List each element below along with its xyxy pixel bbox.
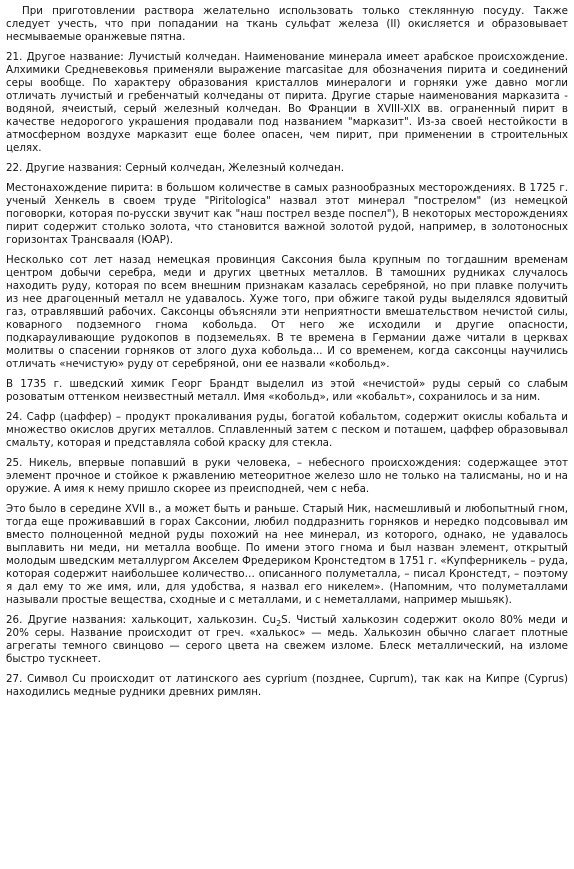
note-26-text-after: S. Чистый халькозин содержит около 80% меди и 20% серы. Название происходит от греч. «халькос» — медь. Халькозин обычно слагает плотные агрегаты темного свинцово — серого цвета на свежем изломе. Блеск металлический, на изломе быстро тускнеет. (6, 614, 568, 665)
paragraph-brandt-cobalt: В 1735 г. шведский химик Георг Брандт выделил из этой «нечистой» руды серый со слабым розоватым оттенком неизвестный металл. Имя «кобольд», или «кобальт», сохранилось и за ним. (6, 378, 568, 403)
paragraph-solution-note: При приготовлении раствора желательно использовать только стеклянную посуду. Также следует учесть, что при попадании на ткань сульфат железа (II) окисляется и образовывает несмываемые оранжевые пятна. (6, 5, 568, 43)
paragraph-old-nick: Это было в середине XVII в., а может быть и раньше. Старый Ник, насмешливый и любопытный гном, тогда еще проживавший в горах Саксонии, любил поддразнить горняков и нередко подсовывал им вместо полноценной медной руды похожий на нее минерал, из которого, однако, не удавалось выплавить ни меди, ни металла вообще. По имени этого гнома и был назван элемент, открытый молодым шведским металлургом Акселем Фредериком Кронстедтом в 1751 г. «Купферникель – руда, которая содержит наибольшее количество… описанного полуметалла, – писал Кронстедт, – поэтому я дал ему то же имя, или, для удобства, я назвал его никелем». (Напомним, что полуметаллами называли простые вещества, сходные и с металлами, и с неметаллами, например мышьяк). (6, 503, 568, 606)
paragraph-note-21: 21. Другое название: Лучистый колчедан. Наименование минерала имеет арабское происхождение. Алхимики Средневековья применяли выражение marcasitae для обозначения пирита и соединений серы вообще. По характеру образования кристаллов минералоги и горняки уже давно могли отличать лучистый и гребенчатый колчеданы от пирита. Другие старые наименования марказита - водяной, ячеистый, серый железный колчедан. Во Франции в XVIII-XIX вв. ограненный пирит в качестве недорогого украшения продавали под названием "марказит". Из-за своей нестойкости в атмосферном воздухе марказит еще более опасен, чем пирит, при применении в строительных целях. (6, 51, 568, 154)
paragraph-note-22: 22. Другие названия: Серный колчедан, Железный колчедан. (6, 162, 345, 174)
paragraph-note-26 (6, 614, 568, 666)
paragraph-note-25: 25. Никель, впервые попавший в руки человека, – небесного происхождения: содержащее этот элемент прочное и стойкое к ржавлению метеоритное железо шло не только на талисманы, но и на оружие. А имя к нему пришло скорее из преисподней, чем с неба. (6, 457, 568, 495)
paragraph-pyrite-location: Местонахождение пирита: в большом количестве в самых разнообразных месторождениях. В 1725 г. ученый Хенкель в своем труде "Piritologica" назвал этот минерал "пострелом" (из немецкой поговорки, которая по-русски звучит как "наш пострел везде поспел"), В некоторых месторождениях пирит содержит столько золота, что становится важной золотой рудой, например, в золотоносных горизонтах Трансвааля (ЮАР). (6, 182, 568, 246)
formula-subscript: 2 (276, 619, 282, 629)
paragraph-note-27: 27. Символ Cu происходит от латинского aes cyprium (позднее, Cuprum), так как на Кипре (Cyprus) находились медные рудники древних римлян. (6, 673, 568, 698)
paragraph-note-24: 24. Сафр (цаффер) – продукт прокаливания руды, богатой кобальтом, содержит окислы кобальта и множество окислов других металлов. Сплавленный затем с песком и поташем, цаффер образовывал смальту, которая и представляла собой краску для стекла. (6, 411, 568, 449)
paragraph-saxony-kobold: Несколько сот лет назад немецкая провинция Саксония была крупным по тогдашним временам центром добычи серебра, меди и других цветных металлов. В тамошних рудниках случалось находить руду, которая по всем внешним признакам казалась серебряной, но при плавке получить из нее драгоценный металл не удавалось. Хуже того, при обжиге такой руды выделялся ядовитый газ, отравлявший рабочих. Саксонцы объясняли эти неприятности вмешательством нечистой силы, коварного подземного гнома кобольда. От него же исходили и другие опасности, подкарауливающие рудокопов в подземельях. В те времена в Германии даже читали в церквах молитвы о спасении горняков от злого духа кобольда... И со временем, когда саксонцы научились отличать «нечистую» руду от серебряной, они ее назвали «кобольд». (6, 254, 568, 370)
note-26-text-before: 26. Другие названия: халькоцит, халькозин. Cu (6, 614, 277, 626)
